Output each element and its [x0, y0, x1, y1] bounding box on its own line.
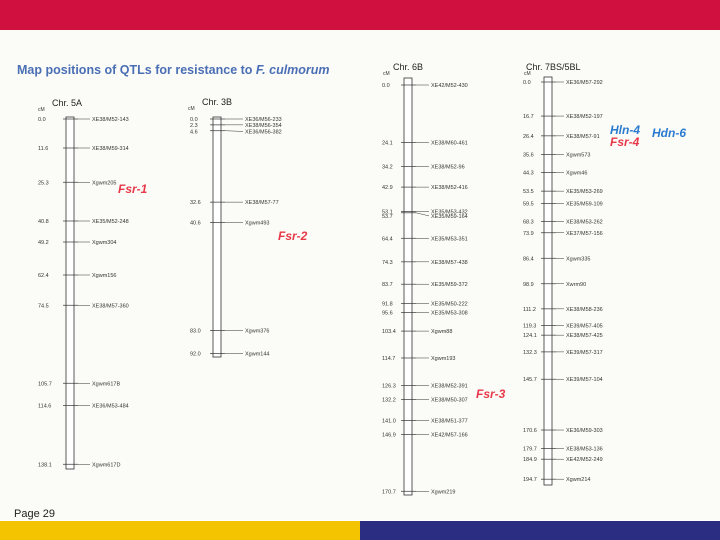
marker-label: Xwrm90 [566, 281, 587, 288]
marker-position: 74.5 [38, 303, 49, 310]
marker-position: 53.7 [382, 213, 393, 220]
chromosome-name: Chr. 3B [202, 97, 233, 107]
marker-label: XE35/M52-248 [92, 219, 129, 225]
marker-label: XE37/M57-156 [566, 230, 603, 237]
marker-position: 35.6 [523, 152, 534, 159]
marker-label: Xgwm304 [92, 240, 117, 246]
qtl-label: Fsr-1 [118, 182, 148, 196]
marker-label: Xgwm214 [566, 477, 591, 484]
marker-position: 92.0 [190, 351, 201, 358]
marker-label: XE35/M53-351 [431, 236, 468, 243]
marker-label: Xgwm156 [92, 273, 117, 279]
marker-label: XE35/M59-109 [566, 201, 603, 208]
marker-label: Xgwm617B [92, 381, 121, 388]
qtl-label: Fsr-3 [476, 387, 506, 401]
marker-label: Xgwm193 [431, 355, 456, 362]
marker-position: 170.7 [382, 489, 396, 496]
chromosome-3 [382, 62, 468, 495]
marker-position: 132.2 [382, 397, 396, 404]
marker-label: XE38/M57-91 [566, 133, 600, 140]
chromosome-bar [544, 77, 552, 485]
marker-position: 179.7 [523, 446, 537, 453]
chromosome-bar [213, 117, 221, 357]
map-title [17, 63, 330, 77]
marker-label: XE36/M59-303 [566, 428, 603, 435]
marker-label: XE35/M59-164 [431, 213, 468, 220]
marker-position: 4.6 [190, 129, 198, 136]
marker-position: 184.9 [523, 457, 537, 464]
chromosome-bar [404, 78, 412, 495]
chromosome-group [38, 62, 603, 495]
marker-label: XE38/M57-438 [431, 259, 468, 266]
marker-label: XE36/M56-233 [245, 117, 282, 123]
marker-position: 95.6 [382, 310, 393, 317]
marker-position: 24.1 [382, 140, 393, 147]
marker-label: Xgwm219 [431, 489, 456, 496]
marker-position: 145.7 [523, 377, 537, 384]
marker-position: 114.6 [38, 403, 52, 410]
chromosome-1 [38, 98, 129, 469]
marker-label: Xgwm493 [245, 220, 270, 227]
marker-label: XE42/M52-430 [431, 83, 468, 89]
marker-position: 124.1 [523, 333, 537, 340]
marker-label: XE42/M57-166 [431, 432, 468, 439]
marker-position: 114.7 [382, 355, 396, 362]
marker-label: Xgwm376 [245, 328, 270, 335]
marker-position: 83.7 [382, 282, 393, 289]
marker-label: XE39/M57-104 [566, 377, 603, 384]
marker-label: Xgwm144 [245, 351, 270, 358]
marker-label: Xgwm573 [566, 152, 591, 159]
marker-label: Xgwm88 [431, 329, 453, 336]
marker-position: 34.2 [382, 164, 393, 171]
cm-unit-label: cM [383, 71, 390, 77]
marker-label: XE35/M53-308 [431, 310, 468, 317]
marker-position: 44.3 [523, 170, 534, 177]
marker-label: XE38/M52-143 [92, 117, 129, 123]
cm-unit-label: cM [38, 107, 45, 113]
marker-position: 49.2 [38, 240, 49, 246]
bottom-bar-blue [360, 521, 720, 540]
marker-label: Xgwm335 [566, 256, 591, 263]
marker-position: 74.3 [382, 259, 393, 266]
marker-position: 0.0 [190, 117, 198, 123]
marker-label: XE35/M53-432 [431, 209, 468, 216]
marker-position: 83.0 [190, 328, 201, 335]
marker-label: XE39/M57-405 [566, 323, 603, 330]
marker-label: XE38/M53-262 [566, 219, 603, 226]
marker-position: 53.5 [523, 189, 534, 196]
marker-position: 40.6 [190, 220, 201, 227]
qtl-label: Fsr-2 [278, 229, 308, 243]
marker-position: 86.4 [523, 256, 534, 263]
marker-label: XE35/M59-372 [431, 282, 468, 289]
marker-label: XE35/M50-222 [431, 301, 468, 308]
marker-position: 119.3 [523, 323, 537, 330]
marker-position: 111.2 [523, 306, 536, 313]
marker-position: 73.9 [523, 230, 534, 237]
marker-position: 2.3 [190, 123, 198, 130]
marker-position: 68.3 [523, 219, 534, 226]
marker-label: XE38/M53-136 [566, 446, 603, 453]
qtl-label: Hln-4 [610, 123, 640, 137]
marker-position: 141.0 [382, 418, 396, 425]
marker-label: XE38/M52-197 [566, 114, 603, 121]
marker-position: 25.3 [38, 180, 49, 187]
marker-label: XE39/M57-317 [566, 349, 603, 356]
marker-label: XE36/M57-292 [566, 80, 603, 86]
marker-label: XE38/M59-314 [92, 146, 129, 152]
cm-unit-label: cM [188, 106, 195, 112]
marker-label: XE42/M52-249 [566, 457, 603, 464]
map-title-species: F. culmorum [255, 63, 330, 77]
marker-position: 42.9 [382, 185, 393, 192]
marker-label: Xgwm617D [92, 462, 121, 469]
marker-position: 26.4 [523, 133, 534, 140]
marker-label: Xgwm46 [566, 170, 588, 177]
marker-label: XE38/M58-236 [566, 306, 603, 313]
bottom-bar-yellow [0, 521, 360, 540]
marker-label: XE38/M57-425 [566, 333, 603, 340]
chromosome-name: Chr. 5A [52, 98, 83, 108]
marker-label: XE38/M60-461 [431, 140, 468, 147]
marker-position: 103.4 [382, 329, 396, 336]
cm-unit-label: cM [524, 71, 531, 77]
qtl-label: Hdn-6 [652, 126, 686, 140]
marker-label: XE36/M56-382 [245, 129, 282, 136]
marker-position: 91.8 [382, 301, 393, 308]
marker-connector [416, 213, 429, 216]
marker-label: Xgwm205 [92, 180, 117, 187]
marker-position: 194.7 [523, 477, 537, 484]
marker-position: 32.6 [190, 200, 201, 207]
marker-position: 0.0 [523, 80, 531, 86]
marker-label: XE38/M57-360 [92, 303, 129, 310]
marker-label: XE38/M52-391 [431, 383, 468, 390]
marker-position: 40.8 [38, 219, 49, 225]
marker-position: 146.9 [382, 432, 396, 439]
marker-label: XE38/M57-77 [245, 200, 279, 207]
marker-label: XE38/M52-96 [431, 164, 465, 171]
marker-position: 98.9 [523, 281, 534, 288]
chromosome-name: Chr. 7BS/5BL [526, 62, 581, 72]
marker-position: 132.3 [523, 349, 537, 356]
chromosome-bar [66, 117, 74, 469]
marker-position: 138.1 [38, 462, 52, 469]
marker-position: 0.0 [382, 83, 390, 89]
marker-label: XE35/M53-269 [566, 189, 603, 196]
qtl-label: Fsr-4 [610, 135, 640, 149]
marker-position: 16.7 [523, 114, 534, 121]
chromosome-name: Chr. 6B [393, 62, 424, 72]
marker-position: 64.4 [382, 236, 393, 243]
marker-position: 0.0 [38, 117, 46, 123]
marker-label: XE38/M50-307 [431, 397, 468, 404]
marker-label: XE38/M51-377 [431, 418, 468, 425]
marker-label: XE38/M52-416 [431, 185, 468, 192]
marker-position: 11.6 [38, 146, 49, 152]
marker-position: 62.4 [38, 273, 49, 279]
marker-position: 53.1 [382, 209, 393, 216]
chromosome-2 [188, 97, 282, 358]
marker-position: 170.6 [523, 428, 537, 435]
marker-position: 126.3 [382, 383, 396, 390]
chromosome-4 [523, 62, 603, 485]
marker-connector [225, 131, 243, 132]
marker-label: XE36/M53-484 [92, 403, 129, 410]
marker-label: XE38/M56-354 [245, 123, 282, 130]
page-number: Page 29 [14, 508, 55, 520]
map-title-prefix: Map positions of QTLs for resistance to [17, 63, 256, 77]
marker-position: 59.5 [523, 201, 534, 208]
marker-position: 105.7 [38, 381, 52, 388]
